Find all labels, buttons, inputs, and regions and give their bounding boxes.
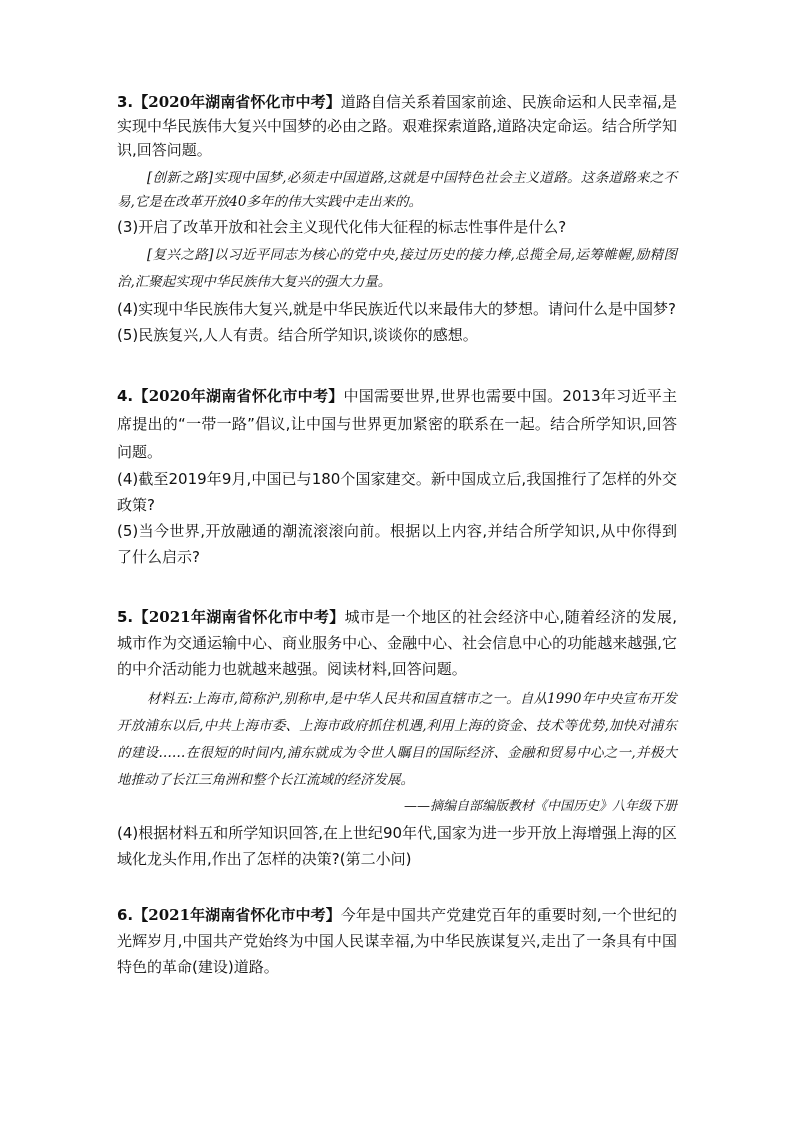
question-number: 3.	[117, 93, 134, 111]
question-number: 4.	[117, 387, 134, 405]
material-revival-road: [复兴之路]以习近平同志为核心的党中央,接过历史的接力棒,总揽全局,运筹帷幄,励精图治,汇聚起实现中华民族伟大复兴的强大力量。	[117, 247, 677, 290]
sub-question-4: (4)实现中华民族伟大复兴,就是中华民族近代以来最伟大的梦想。请问什么是中国梦?	[117, 300, 676, 318]
sub-question-3: (3)开启了改革开放和社会主义现代化伟大征程的标志性事件是什么?	[117, 218, 567, 236]
question-source: 【2020年湖南省怀化市中考】	[133, 387, 344, 405]
question-text: 中国需要世界,世界也需要中国。2013年习近平主席提出的“一带一路”倡议,让中国与世界更加紧密的联系在一起。结合所学知识,回答问题。	[117, 387, 677, 461]
question-source: 【2021年湖南省怀化市中考】	[133, 906, 341, 924]
question-3	[117, 90, 677, 348]
question-6	[117, 902, 677, 980]
material-attribution: ——摘编自部编版教材《中国历史》八年级下册	[403, 799, 677, 814]
question-text: 城市是一个地区的社会经济中心,随着经济的发展,城市作为交通运输中心、商业服务中心、金融中心、社会信息中心的功能越来越强,它的中介活动能力也就越来越强。阅读材料,回答问题。	[117, 608, 677, 678]
question-number: 6.	[117, 906, 134, 924]
question-text: 道路自信关系着国家前途、民族命运和人民幸福,是实现中华民族伟大复兴中国梦的必由之路。艰难探索道路,道路决定命运。结合所学知识,回答问题。	[117, 93, 677, 159]
sub-question-4: (4)根据材料五和所学知识回答,在上世纪90年代,国家为进一步开放上海增强上海的区域化龙头作用,作出了怎样的决策?(第二小问)	[117, 824, 677, 868]
question-text: 今年是中国共产党建党百年的重要时刻,一个世纪的光辉岁月,中国共产党始终为中国人民谋幸福,为中华民族谋复兴,走出了一条具有中国特色的革命(建设)道路。	[117, 906, 677, 976]
material-innovation-road: [创新之路]实现中国梦,必须走中国道路,这就是中国特色社会主义道路。这条道路来之不易,它是在改革开放40多年的伟大实践中走出来的。	[117, 170, 677, 210]
question-4-stem	[117, 382, 677, 466]
question-3-stem	[117, 90, 677, 162]
material-five: 材料五:上海市,简称沪,别称申,是中华人民共和国直辖市之一。自从1990年中央宣布开发开放浦东以后,中共上海市委、上海市政府抓住机遇,利用上海的资金、技术等优势,加快对浦东的建设……在很短的时间内,浦东就成为令世人瞩目的国际经济、金融和贸易中心之一,并极大地推动了长江三角洲和整个长江流域的经济发展。	[117, 691, 677, 788]
document-page	[117, 90, 677, 980]
sub-question-5: (5)民族复兴,人人有责。结合所学知识,谈谈你的感想。	[117, 326, 478, 344]
question-6-stem	[117, 902, 677, 980]
question-5-stem	[117, 604, 677, 682]
question-source: 【2020年湖南省怀化市中考】	[133, 93, 341, 111]
question-5	[117, 604, 677, 872]
question-source: 【2021年湖南省怀化市中考】	[133, 608, 345, 626]
question-4	[117, 382, 677, 570]
question-number: 5.	[117, 608, 134, 626]
sub-question-4: (4)截至2019年9月,中国已与180个国家建交。新中国成立后,我国推行了怎样的外交政策?	[117, 470, 677, 514]
sub-question-5: (5)当今世界,开放融通的潮流滚滚向前。根据以上内容,并结合所学知识,从中你得到了什么启示?	[117, 522, 677, 566]
